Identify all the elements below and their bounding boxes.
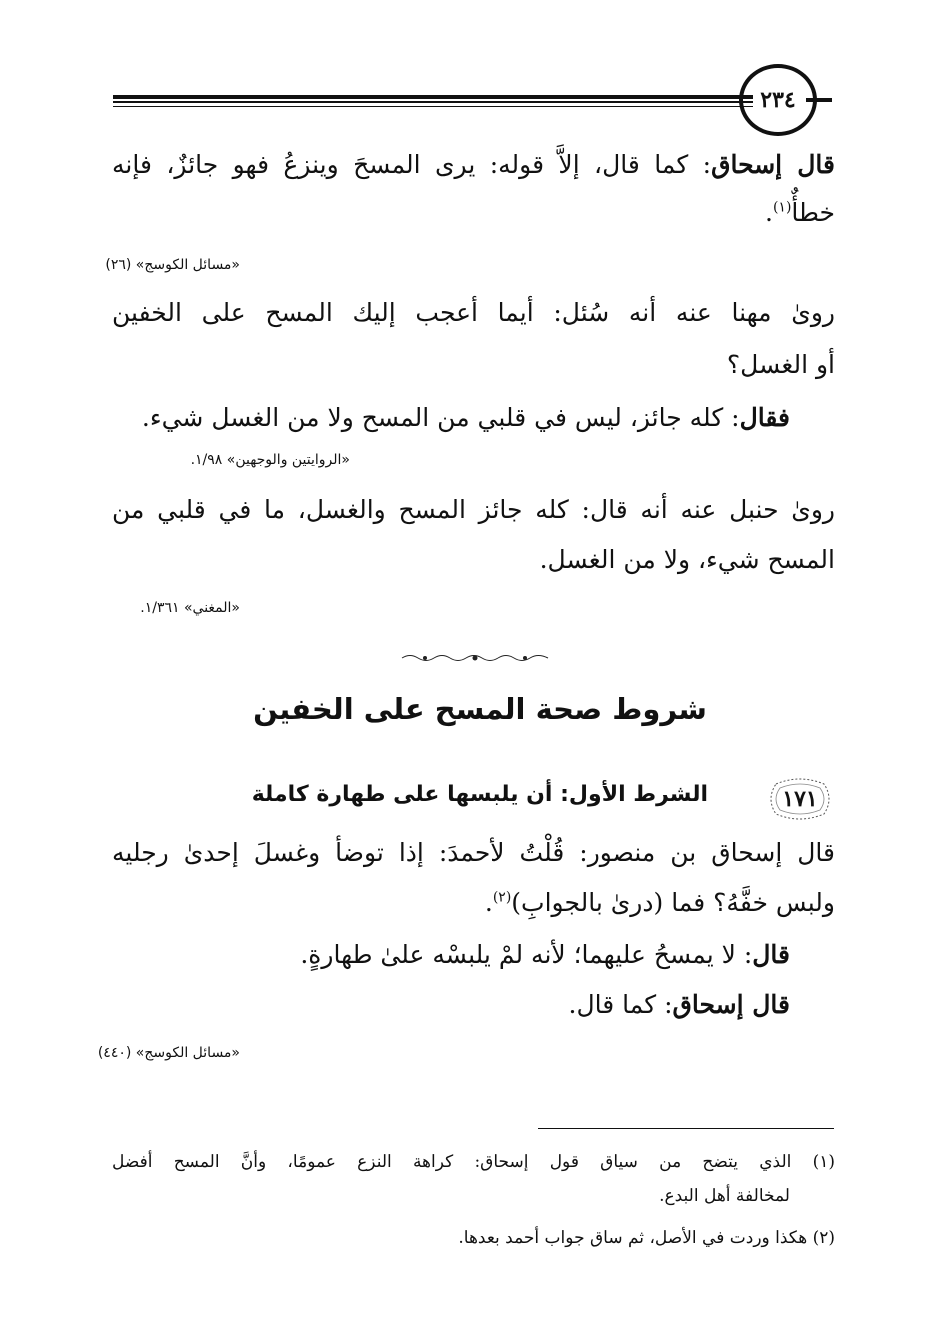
section-title: شروط صحة المسح على الخفين bbox=[253, 692, 707, 726]
footnote-ref: (١) bbox=[772, 199, 792, 216]
source-citation: «الروايتين والوجهين» ١/٩٨. bbox=[190, 452, 350, 468]
footnote-line bbox=[458, 1228, 835, 1248]
text-span: : كما قال، إلاَّ قوله: يرى المسحَ وينزعُ فهو جائزٌ، فإنه bbox=[112, 150, 712, 179]
text-span: قال إسحاق بن منصور: قُلْتُ لأحمدَ: إذا توضأ وغسلَ إحدىٰ رجليه bbox=[112, 838, 835, 867]
text-line bbox=[142, 403, 790, 433]
source-citation: «مسائل الكوسج» (٤٤٠) bbox=[97, 1045, 240, 1061]
text-line bbox=[112, 838, 835, 868]
text-span: ولبس خفَّهُ؟ فما (دریٰ بالجوابِ) bbox=[511, 888, 835, 917]
text-span: : لا يمسحُ عليهما؛ لأنه لمْ يلبسْه علىٰ طهارةٍ. bbox=[300, 940, 753, 969]
text-span: . bbox=[764, 198, 773, 227]
footnote-separator bbox=[538, 1128, 834, 1129]
condition-title: الشرط الأول: أن يلبسها على طهارة كاملة bbox=[251, 782, 708, 807]
footnote-line bbox=[659, 1186, 790, 1206]
text-line bbox=[569, 990, 790, 1020]
footnote-ref: (٢) bbox=[492, 889, 512, 906]
text-line bbox=[765, 198, 835, 228]
page-number: ٢٣٤ bbox=[739, 64, 817, 136]
speaker-label: فقال bbox=[739, 403, 790, 432]
header-rule bbox=[113, 106, 753, 107]
text-line bbox=[300, 940, 790, 970]
text-span: المسح شيء، ولا من الغسل. bbox=[539, 545, 835, 574]
text-span: . bbox=[484, 888, 493, 917]
text-span: : كما قال. bbox=[568, 990, 673, 1019]
text-line bbox=[112, 150, 835, 180]
speaker-label: قال إسحاق bbox=[711, 150, 836, 179]
footnote-text: الذي يتضح من سياق قول إسحاق: كراهة النزع عمومًا، وأنَّ المسح أفضل bbox=[112, 1152, 792, 1172]
text-span: رویٰ حنبل عنه أنه قال: كله جائز المسح والغسل، ما في قلبي من bbox=[112, 495, 835, 524]
text-span: رویٰ مهنا عنه أنه سُئل: أيما أعجب إليك المسح على الخفين bbox=[112, 298, 835, 327]
condition-number: ١٧١ bbox=[782, 786, 818, 812]
source-citation: «المغني» ١/٣٦١. bbox=[140, 600, 240, 616]
ornament-divider bbox=[400, 652, 550, 664]
header-rule bbox=[113, 95, 753, 99]
text-span: أو الغسل؟ bbox=[726, 350, 835, 379]
footnote-line bbox=[112, 1152, 835, 1172]
source-citation: «مسائل الكوسج» (٢٦) bbox=[105, 257, 240, 273]
footnote-text: لمخالفة أهل البدع. bbox=[659, 1186, 790, 1206]
text-span: خطأٌ bbox=[791, 198, 835, 227]
text-line bbox=[540, 545, 835, 575]
footnote-text: هكذا وردت في الأصل، ثم ساق جواب أحمد بعدها. bbox=[458, 1228, 808, 1248]
text-line bbox=[112, 495, 835, 525]
text-line bbox=[727, 350, 835, 380]
speaker-label: قال إسحاق bbox=[672, 990, 790, 1019]
text-line bbox=[485, 888, 835, 918]
text-line bbox=[112, 298, 835, 328]
header-rule bbox=[113, 101, 753, 103]
footnote-number: (٢) bbox=[812, 1228, 835, 1248]
footnote-number: (١) bbox=[812, 1152, 836, 1172]
text-span: : كله جائز، ليس في قلبي من المسح ولا من الغسل شيء. bbox=[141, 403, 740, 432]
speaker-label: قال bbox=[752, 940, 790, 969]
